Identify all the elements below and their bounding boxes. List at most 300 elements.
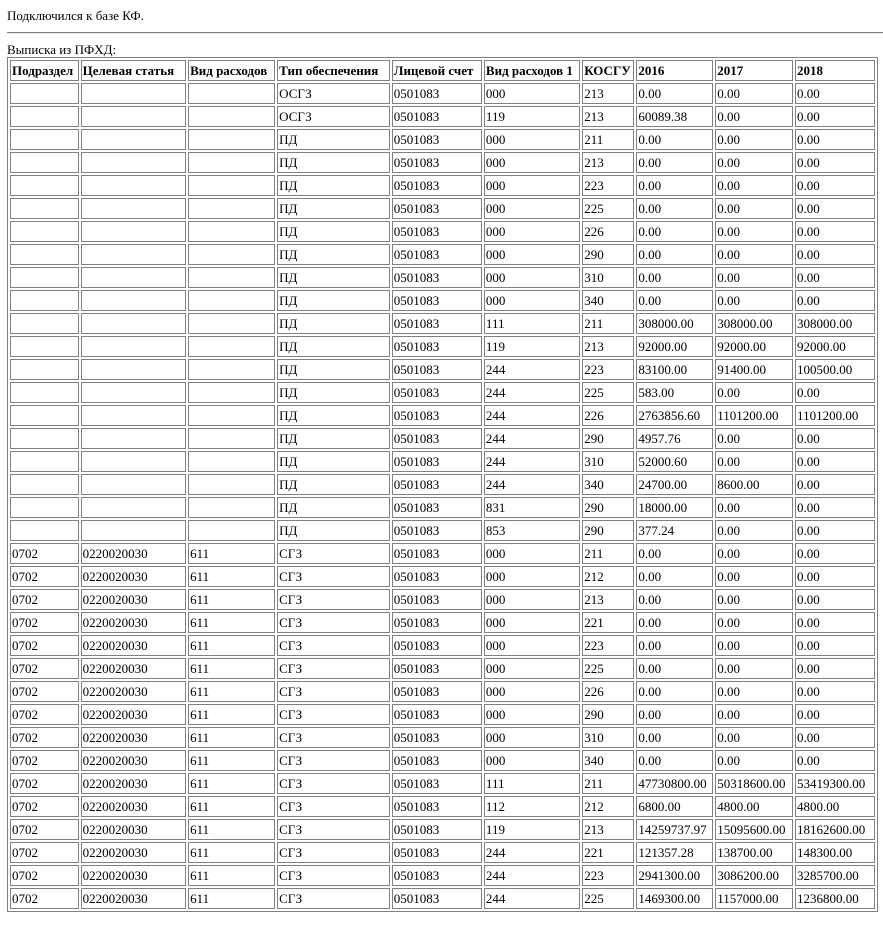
value-2016-cell: 83100.00 [636, 359, 713, 380]
personal-account-cell: 0501083 [392, 221, 482, 242]
table-row [10, 106, 875, 127]
value-2016-cell: 0.00 [636, 198, 713, 219]
value-2018-cell: 308000.00 [795, 313, 875, 334]
value-2017-cell: 0.00 [715, 244, 793, 265]
provision-type-cell: ПД [277, 129, 390, 150]
personal-account-cell: 0501083 [392, 474, 482, 495]
table-row [10, 865, 875, 886]
expense-type-1-cell: 244 [484, 451, 580, 472]
expense-type-1-cell: 111 [484, 773, 580, 794]
table-row [10, 428, 875, 449]
kosgu-cell: 223 [582, 635, 634, 656]
personal-account-cell: 0501083 [392, 750, 482, 771]
value-2018-cell: 0.00 [795, 290, 875, 311]
subsection-cell [10, 267, 79, 288]
value-2016-cell: 2763856.60 [636, 405, 713, 426]
target-article-cell: 0220020030 [81, 888, 186, 909]
value-2018-cell: 0.00 [795, 681, 875, 702]
provision-type-cell: ПД [277, 152, 390, 173]
target-article-cell [81, 405, 186, 426]
expense-type-1-cell: 000 [484, 704, 580, 725]
expense-type-cell: 611 [188, 888, 275, 909]
column-header-expense-type: Вид расходов [188, 60, 275, 81]
subsection-cell [10, 359, 79, 380]
kosgu-cell: 290 [582, 244, 634, 265]
provision-type-cell: ПД [277, 428, 390, 449]
expense-type-cell [188, 267, 275, 288]
table-row [10, 612, 875, 633]
provision-type-cell: ПД [277, 405, 390, 426]
value-2016-cell: 0.00 [636, 221, 713, 242]
expense-type-1-cell: 853 [484, 520, 580, 541]
kosgu-cell: 211 [582, 543, 634, 564]
table-row [10, 773, 875, 794]
kosgu-cell: 213 [582, 336, 634, 357]
subsection-cell [10, 129, 79, 150]
provision-type-cell: ПД [277, 336, 390, 357]
expense-type-cell [188, 474, 275, 495]
target-article-cell [81, 244, 186, 265]
personal-account-cell: 0501083 [392, 175, 482, 196]
value-2016-cell: 0.00 [636, 635, 713, 656]
table-row [10, 198, 875, 219]
target-article-cell: 0220020030 [81, 635, 186, 656]
kosgu-cell: 225 [582, 658, 634, 679]
personal-account-cell: 0501083 [392, 198, 482, 219]
expense-type-1-cell: 119 [484, 336, 580, 357]
column-header-kosgu: КОСГУ [582, 60, 634, 81]
value-2017-cell: 0.00 [715, 428, 793, 449]
value-2018-cell: 0.00 [795, 175, 875, 196]
personal-account-cell: 0501083 [392, 888, 482, 909]
target-article-cell [81, 313, 186, 334]
value-2017-cell: 0.00 [715, 497, 793, 518]
expense-type-cell [188, 520, 275, 541]
value-2018-cell: 0.00 [795, 244, 875, 265]
kosgu-cell: 290 [582, 497, 634, 518]
target-article-cell [81, 520, 186, 541]
value-2016-cell: 0.00 [636, 267, 713, 288]
provision-type-cell: ПД [277, 382, 390, 403]
value-2017-cell: 0.00 [715, 704, 793, 725]
expense-type-1-cell: 831 [484, 497, 580, 518]
kosgu-cell: 225 [582, 888, 634, 909]
personal-account-cell: 0501083 [392, 428, 482, 449]
provision-type-cell: ПД [277, 474, 390, 495]
table-body [10, 83, 875, 909]
table-row [10, 888, 875, 909]
table-row [10, 382, 875, 403]
subsection-cell: 0702 [10, 888, 79, 909]
subsection-cell [10, 520, 79, 541]
value-2017-cell: 15095600.00 [715, 819, 793, 840]
value-2017-cell: 0.00 [715, 106, 793, 127]
table-row [10, 750, 875, 771]
value-2018-cell: 53419300.00 [795, 773, 875, 794]
target-article-cell [81, 336, 186, 357]
target-article-cell [81, 83, 186, 104]
personal-account-cell: 0501083 [392, 520, 482, 541]
table-row [10, 658, 875, 679]
target-article-cell: 0220020030 [81, 750, 186, 771]
kosgu-cell: 290 [582, 520, 634, 541]
provision-type-cell: СГЗ [277, 543, 390, 564]
value-2016-cell: 47730800.00 [636, 773, 713, 794]
expense-type-1-cell: 000 [484, 750, 580, 771]
kosgu-cell: 223 [582, 175, 634, 196]
kosgu-cell: 225 [582, 382, 634, 403]
value-2018-cell: 0.00 [795, 267, 875, 288]
expense-type-1-cell: 000 [484, 681, 580, 702]
subsection-cell: 0702 [10, 635, 79, 656]
subsection-cell: 0702 [10, 796, 79, 817]
kosgu-cell: 213 [582, 83, 634, 104]
table-row [10, 405, 875, 426]
subsection-cell: 0702 [10, 543, 79, 564]
provision-type-cell: СГЗ [277, 888, 390, 909]
subsection-cell [10, 106, 79, 127]
expense-type-cell: 611 [188, 796, 275, 817]
expense-type-cell: 611 [188, 750, 275, 771]
subsection-cell: 0702 [10, 612, 79, 633]
personal-account-cell: 0501083 [392, 704, 482, 725]
value-2017-cell: 0.00 [715, 750, 793, 771]
provision-type-cell: ПД [277, 359, 390, 380]
subsection-cell [10, 313, 79, 334]
expense-type-cell [188, 313, 275, 334]
expense-type-1-cell: 000 [484, 658, 580, 679]
provision-type-cell: СГЗ [277, 704, 390, 725]
expense-type-cell: 611 [188, 566, 275, 587]
personal-account-cell: 0501083 [392, 106, 482, 127]
value-2016-cell: 0.00 [636, 681, 713, 702]
target-article-cell: 0220020030 [81, 727, 186, 748]
kosgu-cell: 290 [582, 704, 634, 725]
value-2017-cell: 0.00 [715, 175, 793, 196]
subsection-cell: 0702 [10, 589, 79, 610]
expense-type-cell [188, 152, 275, 173]
table-header-row [10, 60, 875, 81]
expense-type-cell [188, 175, 275, 196]
expense-type-cell: 611 [188, 681, 275, 702]
value-2016-cell: 0.00 [636, 658, 713, 679]
expense-type-1-cell: 000 [484, 198, 580, 219]
value-2017-cell: 0.00 [715, 658, 793, 679]
value-2017-cell: 4800.00 [715, 796, 793, 817]
personal-account-cell: 0501083 [392, 589, 482, 610]
personal-account-cell: 0501083 [392, 681, 482, 702]
table-row [10, 267, 875, 288]
expense-type-cell [188, 336, 275, 357]
value-2017-cell: 0.00 [715, 382, 793, 403]
target-article-cell [81, 106, 186, 127]
value-2018-cell: 92000.00 [795, 336, 875, 357]
personal-account-cell: 0501083 [392, 842, 482, 863]
value-2016-cell: 0.00 [636, 175, 713, 196]
value-2018-cell: 0.00 [795, 520, 875, 541]
expense-type-1-cell: 244 [484, 359, 580, 380]
table-row [10, 819, 875, 840]
provision-type-cell: ПД [277, 520, 390, 541]
value-2017-cell: 0.00 [715, 543, 793, 564]
kosgu-cell: 211 [582, 129, 634, 150]
value-2017-cell: 92000.00 [715, 336, 793, 357]
target-article-cell: 0220020030 [81, 658, 186, 679]
table-row [10, 842, 875, 863]
value-2017-cell: 0.00 [715, 290, 793, 311]
personal-account-cell: 0501083 [392, 359, 482, 380]
kosgu-cell: 211 [582, 313, 634, 334]
table-row [10, 497, 875, 518]
table-row [10, 589, 875, 610]
target-article-cell [81, 474, 186, 495]
value-2017-cell: 0.00 [715, 520, 793, 541]
expense-type-cell [188, 382, 275, 403]
kosgu-cell: 212 [582, 566, 634, 587]
subsection-cell [10, 175, 79, 196]
table-row [10, 221, 875, 242]
expense-type-1-cell: 244 [484, 888, 580, 909]
subsection-cell [10, 382, 79, 403]
personal-account-cell: 0501083 [392, 83, 482, 104]
target-article-cell [81, 267, 186, 288]
subsection-cell: 0702 [10, 750, 79, 771]
provision-type-cell: СГЗ [277, 566, 390, 587]
column-header-personal-account: Лицевой счет [392, 60, 482, 81]
kosgu-cell: 213 [582, 152, 634, 173]
provision-type-cell: СГЗ [277, 727, 390, 748]
value-2018-cell: 0.00 [795, 612, 875, 633]
personal-account-cell: 0501083 [392, 152, 482, 173]
value-2018-cell: 0.00 [795, 382, 875, 403]
personal-account-cell: 0501083 [392, 658, 482, 679]
subsection-cell: 0702 [10, 819, 79, 840]
value-2018-cell: 18162600.00 [795, 819, 875, 840]
value-2018-cell: 0.00 [795, 566, 875, 587]
subsection-cell [10, 474, 79, 495]
expense-type-1-cell: 000 [484, 589, 580, 610]
kosgu-cell: 213 [582, 589, 634, 610]
provision-type-cell: СГЗ [277, 635, 390, 656]
kosgu-cell: 213 [582, 819, 634, 840]
provision-type-cell: СГЗ [277, 750, 390, 771]
value-2018-cell: 3285700.00 [795, 865, 875, 886]
value-2018-cell: 0.00 [795, 727, 875, 748]
target-article-cell [81, 497, 186, 518]
column-header-provision-type: Тип обеспечения [277, 60, 390, 81]
expense-type-cell [188, 244, 275, 265]
expense-type-cell [188, 83, 275, 104]
provision-type-cell: СГЗ [277, 773, 390, 794]
kosgu-cell: 213 [582, 106, 634, 127]
kosgu-cell: 223 [582, 865, 634, 886]
provision-type-cell: ПД [277, 313, 390, 334]
personal-account-cell: 0501083 [392, 566, 482, 587]
expense-type-1-cell: 000 [484, 543, 580, 564]
value-2017-cell: 1101200.00 [715, 405, 793, 426]
value-2018-cell: 0.00 [795, 152, 875, 173]
value-2017-cell: 0.00 [715, 727, 793, 748]
personal-account-cell: 0501083 [392, 635, 482, 656]
subsection-cell: 0702 [10, 727, 79, 748]
provision-type-cell: СГЗ [277, 819, 390, 840]
provision-type-cell: ПД [277, 267, 390, 288]
expense-type-cell: 611 [188, 612, 275, 633]
personal-account-cell: 0501083 [392, 405, 482, 426]
subsection-cell: 0702 [10, 865, 79, 886]
expense-type-cell: 611 [188, 773, 275, 794]
expense-type-1-cell: 000 [484, 267, 580, 288]
target-article-cell: 0220020030 [81, 865, 186, 886]
kosgu-cell: 211 [582, 773, 634, 794]
pfhd-extract-table [7, 57, 878, 912]
expense-type-1-cell: 111 [484, 313, 580, 334]
value-2016-cell: 0.00 [636, 129, 713, 150]
table-row [10, 451, 875, 472]
provision-type-cell: СГЗ [277, 842, 390, 863]
value-2018-cell: 0.00 [795, 589, 875, 610]
value-2017-cell: 308000.00 [715, 313, 793, 334]
expense-type-cell [188, 405, 275, 426]
expense-type-cell [188, 451, 275, 472]
value-2016-cell: 0.00 [636, 589, 713, 610]
table-row [10, 704, 875, 725]
value-2017-cell: 0.00 [715, 267, 793, 288]
value-2016-cell: 0.00 [636, 290, 713, 311]
subsection-cell [10, 405, 79, 426]
table-row [10, 635, 875, 656]
expense-type-1-cell: 244 [484, 382, 580, 403]
value-2018-cell: 0.00 [795, 474, 875, 495]
target-article-cell: 0220020030 [81, 796, 186, 817]
provision-type-cell: ПД [277, 221, 390, 242]
value-2018-cell: 0.00 [795, 750, 875, 771]
personal-account-cell: 0501083 [392, 382, 482, 403]
table-row [10, 359, 875, 380]
expense-type-1-cell: 244 [484, 405, 580, 426]
expense-type-cell [188, 497, 275, 518]
expense-type-1-cell: 000 [484, 727, 580, 748]
subsection-cell: 0702 [10, 773, 79, 794]
expense-type-1-cell: 000 [484, 175, 580, 196]
expense-type-cell: 611 [188, 543, 275, 564]
table-row [10, 727, 875, 748]
table-row [10, 175, 875, 196]
personal-account-cell: 0501083 [392, 865, 482, 886]
expense-type-cell: 611 [188, 819, 275, 840]
expense-type-1-cell: 000 [484, 83, 580, 104]
value-2017-cell: 0.00 [715, 589, 793, 610]
value-2018-cell: 0.00 [795, 198, 875, 219]
expense-type-cell: 611 [188, 658, 275, 679]
expense-type-cell [188, 428, 275, 449]
value-2016-cell: 0.00 [636, 612, 713, 633]
personal-account-cell: 0501083 [392, 727, 482, 748]
value-2017-cell: 8600.00 [715, 474, 793, 495]
expense-type-1-cell: 000 [484, 221, 580, 242]
expense-type-1-cell: 244 [484, 865, 580, 886]
target-article-cell [81, 428, 186, 449]
personal-account-cell: 0501083 [392, 129, 482, 150]
personal-account-cell: 0501083 [392, 543, 482, 564]
value-2018-cell: 0.00 [795, 658, 875, 679]
expense-type-cell: 611 [188, 727, 275, 748]
kosgu-cell: 340 [582, 750, 634, 771]
column-header-subsection: Подраздел [10, 60, 79, 81]
target-article-cell: 0220020030 [81, 773, 186, 794]
table-row [10, 566, 875, 587]
value-2016-cell: 60089.38 [636, 106, 713, 127]
expense-type-cell: 611 [188, 635, 275, 656]
personal-account-cell: 0501083 [392, 451, 482, 472]
expense-type-cell: 611 [188, 704, 275, 725]
horizontal-divider [7, 32, 883, 34]
value-2017-cell: 0.00 [715, 83, 793, 104]
table-row [10, 83, 875, 104]
value-2016-cell: 24700.00 [636, 474, 713, 495]
kosgu-cell: 226 [582, 681, 634, 702]
subsection-cell [10, 336, 79, 357]
expense-type-1-cell: 112 [484, 796, 580, 817]
kosgu-cell: 226 [582, 405, 634, 426]
table-row [10, 796, 875, 817]
target-article-cell [81, 290, 186, 311]
expense-type-1-cell: 000 [484, 612, 580, 633]
value-2017-cell: 0.00 [715, 152, 793, 173]
value-2018-cell: 4800.00 [795, 796, 875, 817]
value-2016-cell: 377.24 [636, 520, 713, 541]
column-header-2018: 2018 [795, 60, 875, 81]
expense-type-cell [188, 359, 275, 380]
expense-type-cell [188, 221, 275, 242]
value-2018-cell: 0.00 [795, 704, 875, 725]
column-header-target-article: Целевая статья [81, 60, 186, 81]
target-article-cell: 0220020030 [81, 566, 186, 587]
table-row [10, 152, 875, 173]
table-row [10, 681, 875, 702]
target-article-cell [81, 451, 186, 472]
table-row [10, 474, 875, 495]
value-2016-cell: 6800.00 [636, 796, 713, 817]
kosgu-cell: 212 [582, 796, 634, 817]
target-article-cell [81, 359, 186, 380]
target-article-cell [81, 129, 186, 150]
personal-account-cell: 0501083 [392, 336, 482, 357]
value-2016-cell: 0.00 [636, 543, 713, 564]
expense-type-1-cell: 000 [484, 244, 580, 265]
value-2016-cell: 0.00 [636, 244, 713, 265]
personal-account-cell: 0501083 [392, 244, 482, 265]
provision-type-cell: СГЗ [277, 612, 390, 633]
subsection-cell: 0702 [10, 704, 79, 725]
target-article-cell: 0220020030 [81, 842, 186, 863]
value-2016-cell: 14259737.97 [636, 819, 713, 840]
value-2016-cell: 0.00 [636, 750, 713, 771]
value-2016-cell: 0.00 [636, 566, 713, 587]
expense-type-cell [188, 106, 275, 127]
subsection-cell: 0702 [10, 658, 79, 679]
expense-type-cell: 611 [188, 842, 275, 863]
kosgu-cell: 310 [582, 267, 634, 288]
provision-type-cell: ПД [277, 497, 390, 518]
target-article-cell: 0220020030 [81, 612, 186, 633]
expense-type-cell [188, 198, 275, 219]
provision-type-cell: СГЗ [277, 865, 390, 886]
subsection-cell: 0702 [10, 566, 79, 587]
subsection-cell [10, 83, 79, 104]
kosgu-cell: 223 [582, 359, 634, 380]
subsection-cell [10, 497, 79, 518]
